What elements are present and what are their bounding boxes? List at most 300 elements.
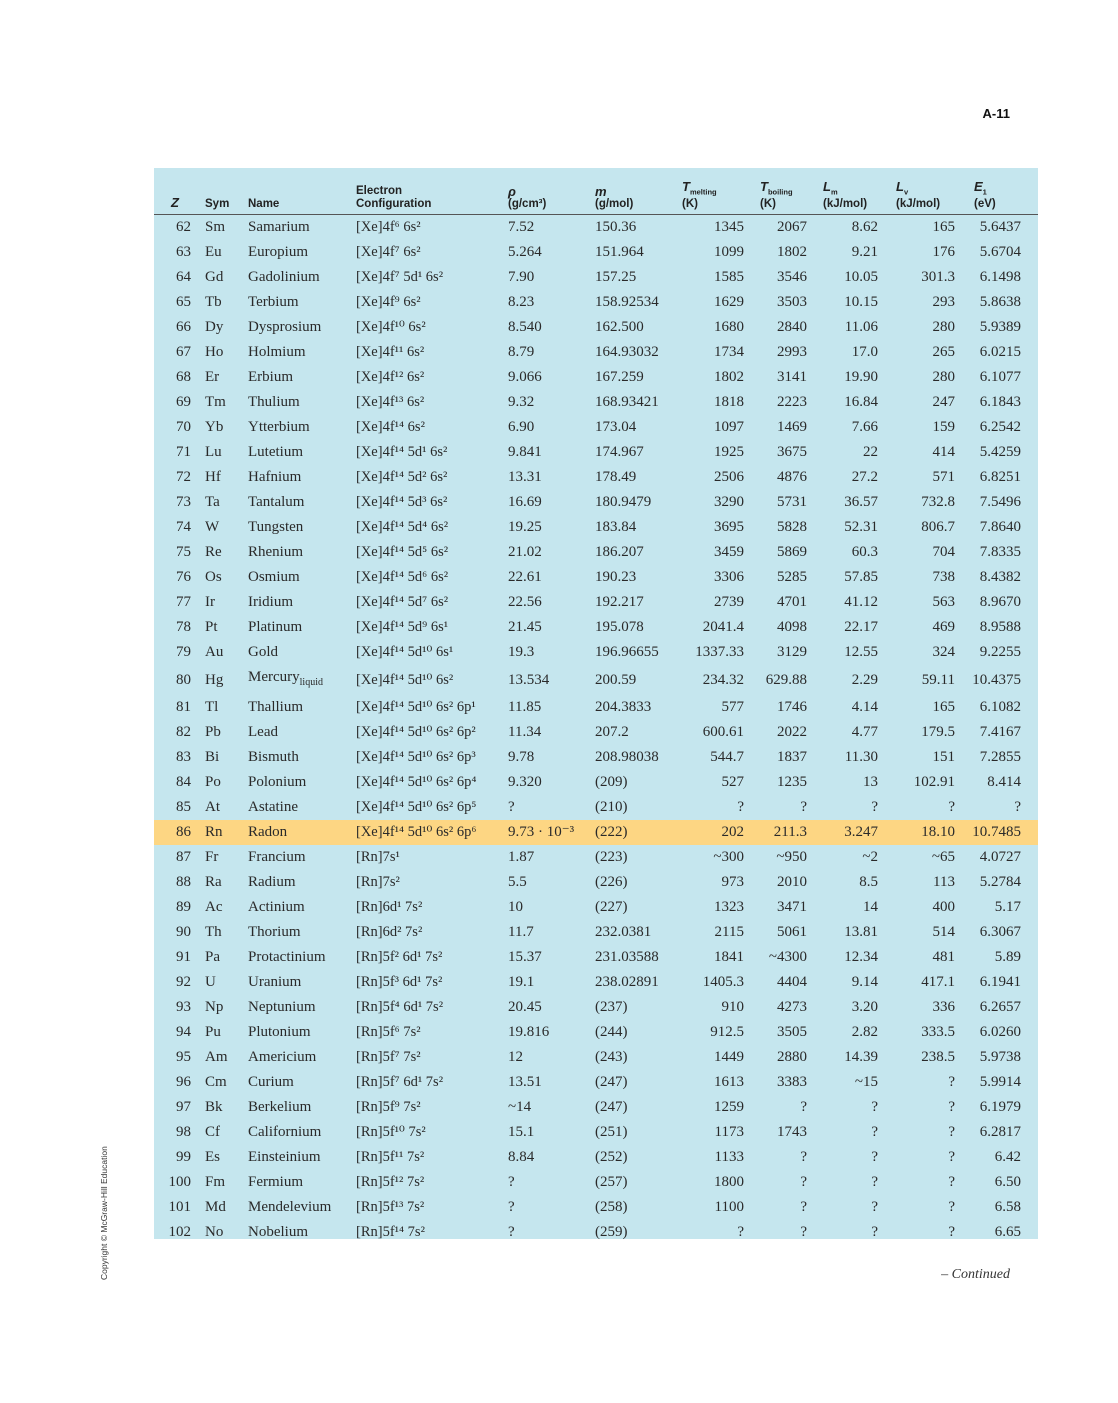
cell-t-boiling: 4404: [777, 974, 807, 990]
cell-molar-mass: 151.964: [595, 244, 644, 260]
cell-l-v: ?: [948, 1174, 955, 1190]
table-row: [154, 1120, 1038, 1145]
cell-config: [Xe]4f⁷ 5d¹ 6s²: [356, 269, 444, 285]
cell-config: [Rn]5f¹⁴ 7s²: [356, 1224, 425, 1240]
cell-e1: 6.1498: [979, 269, 1021, 285]
element-data-table: [154, 168, 1038, 1245]
cell-e1: 6.1077: [979, 369, 1021, 385]
cell-molar-mass: (237): [595, 999, 628, 1015]
cell-t-melting: 2739: [714, 594, 744, 610]
table-row: [154, 745, 1038, 770]
cell-molar-mass: 196.96655: [595, 644, 659, 660]
cell-t-melting: 2115: [714, 924, 744, 940]
cell-l-m: 22.17: [844, 619, 878, 635]
table-row: [154, 565, 1038, 590]
cell-config: [Xe]4f¹² 6s²: [356, 369, 425, 385]
table-row: [154, 895, 1038, 920]
cell-l-v: 336: [932, 999, 955, 1015]
cell-l-m: 10.15: [844, 294, 878, 310]
table-row: [154, 995, 1038, 1020]
cell-l-v: 417.1: [921, 974, 955, 990]
cell-molar-mass: 173.04: [595, 419, 637, 435]
cell-symbol: Ho: [205, 344, 224, 360]
cell-z: 86: [154, 820, 196, 845]
cell-z: 65: [176, 294, 191, 310]
cell-t-melting: 527: [721, 774, 744, 790]
cell-l-m: 41.12: [844, 594, 878, 610]
cell-t-melting: 234.32: [702, 671, 744, 688]
cell-t-boiling: 1743: [777, 1124, 807, 1140]
cell-config: [Xe]4f¹⁴ 5d³ 6s²: [356, 494, 448, 510]
cell-name: Curium: [248, 1074, 294, 1090]
cell-l-m: 12.34: [844, 949, 878, 965]
cell-density: 8.23: [508, 294, 535, 310]
cell-molar-mass: 192.217: [595, 594, 644, 610]
cell-l-v: 18.10: [888, 820, 966, 845]
cell-t-boiling: 3503: [777, 294, 807, 310]
cell-density: 19.816: [508, 1024, 550, 1040]
cell-e1: 6.1843: [979, 394, 1021, 410]
cell-z: 97: [176, 1099, 191, 1115]
cell-symbol: Md: [205, 1199, 226, 1215]
cell-density: 10: [508, 899, 523, 915]
cell-t-boiling: 2223: [777, 394, 807, 410]
cell-z: 90: [176, 924, 191, 940]
cell-density: 7.52: [508, 219, 535, 235]
cell-molar-mass: (223): [595, 849, 628, 865]
cell-molar-mass: (244): [595, 1024, 628, 1040]
cell-t-boiling: 5828: [777, 519, 807, 535]
cell-l-m: 11.30: [844, 749, 878, 765]
cell-t-melting: 912.5: [710, 1024, 744, 1040]
cell-e1: 6.8251: [979, 469, 1021, 485]
cell-density: 20.45: [508, 999, 542, 1015]
cell-density: 21.02: [508, 544, 542, 560]
cell-l-m: ~2: [862, 849, 878, 865]
cell-z: 94: [176, 1024, 191, 1040]
cell-t-boiling: ?: [800, 799, 807, 815]
table-header: [154, 168, 1038, 215]
table-row: [154, 1095, 1038, 1120]
header-t-melting: $T_{melting}$ (K): [674, 168, 752, 215]
cell-config: [Rn]5f⁷ 6d¹ 7s²: [356, 1074, 444, 1090]
cell-config: [Xe]4f¹⁴ 5d⁷ 6s²: [356, 594, 449, 610]
cell-name: Platinum: [248, 619, 303, 635]
cell-l-v: 414: [932, 444, 955, 460]
cell-config: [Rn]7s¹: [356, 849, 400, 865]
cell-l-m: 13.81: [844, 924, 878, 940]
cell-config: [Xe]4f¹⁴ 5d² 6s²: [356, 469, 448, 485]
table-row: [154, 390, 1038, 415]
cell-t-melting: ~300: [713, 849, 744, 865]
header-molar-mass: m (g/mol): [587, 168, 674, 215]
cell-molar-mass: (258): [595, 1199, 628, 1215]
cell-molar-mass: (227): [595, 899, 628, 915]
cell-t-melting: 3290: [714, 494, 744, 510]
cell-name: Europium: [248, 244, 308, 260]
cell-l-m: 11.06: [844, 319, 878, 335]
cell-density: 6.90: [508, 419, 535, 435]
cell-name: Lutetium: [248, 444, 303, 460]
name-subscript: liquid: [299, 677, 323, 688]
cell-e1: 6.2817: [979, 1124, 1021, 1140]
cell-density: 9.841: [508, 444, 542, 460]
cell-t-melting: 3695: [714, 519, 744, 535]
cell-t-boiling: 3141: [777, 369, 807, 385]
cell-l-m: ?: [871, 1199, 878, 1215]
cell-symbol: Dy: [205, 319, 224, 335]
cell-t-boiling: ?: [800, 1174, 807, 1190]
cell-z: 102: [168, 1224, 191, 1240]
cell-density: 9.78: [508, 749, 535, 765]
table-row: [154, 615, 1038, 640]
cell-z: 62: [176, 219, 191, 235]
cell-density: 8.540: [508, 319, 542, 335]
cell-molar-mass: 180.9479: [595, 494, 652, 510]
cell-config: [Rn]5f¹⁰ 7s²: [356, 1124, 426, 1140]
cell-name: Mendelevium: [248, 1199, 332, 1215]
cell-l-v: 113: [933, 874, 955, 890]
cell-config: [Xe]4f¹⁰ 6s²: [356, 319, 426, 335]
cell-l-v: 179.5: [921, 724, 955, 740]
cell-t-boiling: 4273: [777, 999, 807, 1015]
cell-l-v: 151: [932, 749, 955, 765]
header-z: Z: [154, 168, 196, 215]
cell-density: ?: [508, 1224, 515, 1240]
table-row: [154, 340, 1038, 365]
cell-symbol: At: [205, 799, 220, 815]
cell-l-v: 469: [932, 619, 955, 635]
cell-molar-mass: 183.84: [595, 519, 637, 535]
cell-molar-mass: (259): [595, 1224, 628, 1240]
cell-molar-mass: 168.93421: [595, 394, 659, 410]
cell-density: ?: [508, 1174, 515, 1190]
cell-e1: 8.4382: [979, 569, 1021, 585]
cell-t-melting: 1629: [714, 294, 744, 310]
cell-symbol: Ir: [205, 594, 215, 610]
cell-symbol: Re: [205, 544, 222, 560]
cell-density: 13.31: [508, 469, 542, 485]
cell-config: [Xe]4f¹⁴ 5d⁴ 6s²: [356, 519, 449, 535]
table-row: [154, 920, 1038, 945]
cell-z: 88: [176, 874, 191, 890]
header-density: ρ (g/cm³): [500, 168, 587, 215]
cell-config: [Xe]4f⁶ 6s²: [356, 219, 421, 235]
cell-symbol: Au: [205, 644, 224, 660]
cell-density: 7.90: [508, 269, 535, 285]
cell-config: [Xe]4f¹⁴ 5d¹⁰ 6s² 6p¹: [356, 699, 476, 715]
cell-config: [Xe]4f¹¹ 6s²: [356, 344, 425, 360]
cell-t-melting: ?: [737, 799, 744, 815]
cell-name: Uranium: [248, 974, 302, 990]
cell-z: 71: [176, 444, 191, 460]
cell-symbol: Ta: [205, 494, 220, 510]
cell-t-boiling: 5869: [777, 544, 807, 560]
table-row: [154, 720, 1038, 745]
cell-molar-mass: 186.207: [595, 544, 644, 560]
cell-e1: 7.5496: [979, 494, 1021, 510]
cell-name: Tungsten: [248, 519, 304, 535]
cell-l-m: 13: [863, 774, 878, 790]
cell-e1: 5.8638: [979, 294, 1021, 310]
cell-config: [Rn]5f⁴ 6d¹ 7s²: [356, 999, 444, 1015]
cell-l-m: 17.0: [851, 344, 878, 360]
table-row: [154, 490, 1038, 515]
cell-molar-mass: 207.2: [595, 724, 629, 740]
cell-l-v: 481: [932, 949, 955, 965]
cell-t-boiling: ?: [800, 1224, 807, 1240]
cell-l-v: 333.5: [921, 1024, 955, 1040]
cell-e1: 5.6704: [979, 244, 1021, 260]
cell-t-melting: 1802: [714, 369, 744, 385]
cell-name: Dysprosium: [248, 319, 322, 335]
cell-symbol: Cm: [205, 1074, 227, 1090]
cell-density: 5.264: [508, 244, 542, 260]
cell-l-v: 704: [932, 544, 955, 560]
cell-density: ~14: [508, 1099, 532, 1115]
cell-l-m: 4.77: [851, 724, 878, 740]
table-body: [154, 215, 1038, 1246]
cell-molar-mass: 208.98038: [595, 749, 659, 765]
cell-symbol: Pb: [205, 724, 221, 740]
cell-l-m: 8.62: [851, 219, 878, 235]
cell-config: [Xe]4f¹⁴ 5d¹⁰ 6s¹: [356, 644, 454, 660]
header-l-m: $L_m$ (kJ/mol): [815, 168, 888, 215]
cell-e1: 6.58: [994, 1199, 1021, 1215]
cell-z: 93: [176, 999, 191, 1015]
cell-density: 11.34: [508, 724, 542, 740]
cell-name: Neptunium: [248, 999, 316, 1015]
cell-l-m: 14: [863, 899, 878, 915]
cell-molar-mass: 204.3833: [595, 699, 652, 715]
cell-l-m: ?: [871, 1124, 878, 1140]
cell-symbol: Po: [205, 774, 221, 790]
cell-t-boiling: 2067: [777, 219, 807, 235]
cell-l-v: 238.5: [921, 1049, 955, 1065]
cell-t-boiling: ~4300: [768, 949, 807, 965]
cell-z: 79: [176, 644, 191, 660]
cell-t-boiling: 5731: [777, 494, 807, 510]
table-row: [154, 640, 1038, 665]
cell-molar-mass: (209): [595, 774, 628, 790]
table-row: [154, 870, 1038, 895]
cell-config: [Rn]5f¹³ 7s²: [356, 1199, 425, 1215]
cell-l-v: 732.8: [921, 494, 955, 510]
cell-l-m: 9.21: [851, 244, 878, 260]
cell-symbol: Ac: [205, 899, 223, 915]
cell-symbol: Hf: [205, 469, 221, 485]
cell-l-v: 280: [932, 319, 955, 335]
cell-e1: 6.2542: [979, 419, 1021, 435]
table-row: [154, 1020, 1038, 1045]
cell-symbol: Bk: [205, 1099, 223, 1115]
cell-name: Einsteinium: [248, 1149, 321, 1165]
cell-t-boiling: 3129: [777, 644, 807, 660]
cell-e1: 9.2255: [979, 644, 1021, 660]
cell-t-melting: 1585: [714, 269, 744, 285]
cell-symbol: Np: [205, 999, 224, 1015]
cell-molar-mass: (226): [595, 874, 628, 890]
header-t-boiling: $T_{boiling}$ (K): [752, 168, 815, 215]
cell-e1: 7.4167: [979, 724, 1021, 740]
cell-t-melting: 1405.3: [702, 974, 744, 990]
cell-t-boiling: ?: [800, 1199, 807, 1215]
cell-z: 74: [176, 519, 191, 535]
cell-l-v: ?: [948, 1199, 955, 1215]
cell-z: 75: [176, 544, 191, 560]
cell-t-melting: 1613: [714, 1074, 744, 1090]
cell-config: [Xe]4f¹⁴ 5d⁵ 6s²: [356, 544, 449, 560]
cell-molar-mass: (210): [595, 799, 628, 815]
cell-density: 1.87: [508, 849, 535, 865]
cell-symbol: Bi: [205, 749, 220, 765]
cell-l-v: 324: [932, 644, 955, 660]
cell-e1: 5.9914: [979, 1074, 1021, 1090]
cell-config: [Rn]5f² 6d¹ 7s²: [356, 949, 443, 965]
cell-l-v: 806.7: [921, 519, 955, 535]
cell-t-boiling: 2022: [777, 724, 807, 740]
cell-l-m: 9.14: [851, 974, 878, 990]
cell-molar-mass: 150.36: [595, 219, 637, 235]
cell-z: 63: [176, 244, 191, 260]
table-row: [154, 845, 1038, 870]
cell-e1: 5.9389: [979, 319, 1021, 335]
cell-t-melting: 202: [674, 820, 752, 845]
cell-z: 77: [176, 594, 191, 610]
element-data-table-container: [154, 168, 1038, 1239]
cell-t-boiling: 1746: [777, 699, 807, 715]
cell-l-m: 14.39: [844, 1049, 878, 1065]
cell-l-m: 19.90: [844, 369, 878, 385]
cell-z: 95: [176, 1049, 191, 1065]
cell-config: [Xe]4f⁷ 6s²: [356, 244, 421, 260]
cell-l-v: 738: [932, 569, 955, 585]
cell-e1: 6.1979: [979, 1099, 1021, 1115]
cell-name: Lead: [248, 724, 278, 740]
table-row: [154, 1070, 1038, 1095]
cell-t-boiling: 4098: [777, 619, 807, 635]
cell-t-boiling: 4876: [777, 469, 807, 485]
cell-e1: 5.17: [994, 899, 1021, 915]
cell-molar-mass: 178.49: [595, 469, 637, 485]
cell-t-melting: 1449: [714, 1049, 744, 1065]
cell-molar-mass: (251): [595, 1124, 628, 1140]
cell-config: [Xe]4f¹⁴ 5d⁹ 6s¹: [356, 619, 449, 635]
cell-t-boiling: 3675: [777, 444, 807, 460]
table-row: [154, 315, 1038, 340]
cell-e1: 6.65: [994, 1224, 1021, 1240]
cell-t-boiling: 2010: [777, 874, 807, 890]
cell-name: Mercury$_{liquid}$: [248, 669, 323, 688]
cell-t-melting: 3459: [714, 544, 744, 560]
cell-l-m: 10.05: [844, 269, 878, 285]
cell-config: [Rn]5f⁶ 7s²: [356, 1024, 421, 1040]
cell-molar-mass: 167.259: [595, 369, 644, 385]
cell-l-v: ?: [948, 1124, 955, 1140]
cell-z: 91: [176, 949, 191, 965]
cell-l-v: 571: [932, 469, 955, 485]
cell-t-melting: 577: [721, 699, 744, 715]
cell-l-m: ?: [871, 1224, 878, 1240]
cell-density: 9.066: [508, 369, 542, 385]
cell-symbol: Fm: [205, 1174, 226, 1190]
cell-molar-mass: 158.92534: [595, 294, 659, 310]
cell-config: [Xe]4f¹³ 6s²: [356, 394, 425, 410]
cell-e1: 5.4259: [979, 444, 1021, 460]
cell-t-boiling: 2993: [777, 344, 807, 360]
table-row: [154, 590, 1038, 615]
cell-molar-mass: 174.967: [595, 444, 644, 460]
cell-density: 9.320: [508, 774, 542, 790]
table-row: [154, 215, 1038, 241]
cell-z: 76: [176, 569, 191, 585]
cell-z: 73: [176, 494, 191, 510]
cell-t-boiling: 4701: [777, 594, 807, 610]
table-row: [154, 290, 1038, 315]
cell-t-boiling: 3471: [777, 899, 807, 915]
cell-l-v: 165: [932, 219, 955, 235]
cell-symbol: Er: [205, 369, 220, 385]
cell-density: 16.69: [508, 494, 542, 510]
cell-l-m: 12.55: [844, 644, 878, 660]
cell-name: Hafnium: [248, 469, 302, 485]
cell-name: Americium: [248, 1049, 317, 1065]
cell-t-boiling: 1235: [777, 774, 807, 790]
cell-t-melting: 910: [721, 999, 744, 1015]
cell-e1: 8.9670: [979, 594, 1021, 610]
cell-symbol: Pu: [205, 1024, 221, 1040]
cell-l-v: 514: [932, 924, 955, 940]
table-row: [154, 540, 1038, 565]
table-row: [154, 1145, 1038, 1170]
cell-symbol: Th: [205, 924, 222, 940]
cell-l-v: 280: [932, 369, 955, 385]
cell-symbol: Pa: [205, 949, 220, 965]
cell-name: Terbium: [248, 294, 299, 310]
cell-t-melting: 1800: [714, 1174, 744, 1190]
cell-t-melting: 600.61: [702, 724, 744, 740]
table-row: [154, 970, 1038, 995]
cell-t-boiling: ~950: [776, 849, 807, 865]
cell-symbol: Lu: [205, 444, 222, 460]
cell-t-boiling: 1837: [777, 749, 807, 765]
cell-name: Francium: [248, 849, 306, 865]
cell-name: Nobelium: [248, 1224, 308, 1240]
cell-t-boiling: 1802: [777, 244, 807, 260]
cell-config: [Rn]5f¹¹ 7s²: [356, 1149, 425, 1165]
cell-l-v: 265: [932, 344, 955, 360]
cell-symbol: Tb: [205, 294, 222, 310]
cell-e1: 7.2855: [979, 749, 1021, 765]
cell-symbol: Pt: [205, 619, 218, 635]
cell-e1: 7.8335: [979, 544, 1021, 560]
cell-symbol: No: [205, 1224, 224, 1240]
cell-density: 22.56: [508, 594, 542, 610]
cell-t-boiling: 2840: [777, 319, 807, 335]
cell-l-m: 27.2: [851, 469, 878, 485]
cell-molar-mass: 232.0381: [595, 924, 652, 940]
cell-z: 66: [176, 319, 191, 335]
cell-molar-mass: (247): [595, 1099, 628, 1115]
cell-l-v: 165: [932, 699, 955, 715]
cell-l-m: 7.66: [851, 419, 878, 435]
cell-config: [Xe]4f¹⁴ 5d¹⁰ 6s² 6p⁴: [356, 774, 477, 790]
cell-l-m: ?: [871, 1149, 878, 1165]
table-row: [154, 665, 1038, 695]
cell-l-v: ?: [948, 1149, 955, 1165]
cell-z: 81: [176, 699, 191, 715]
cell-e1: 4.0727: [979, 849, 1021, 865]
